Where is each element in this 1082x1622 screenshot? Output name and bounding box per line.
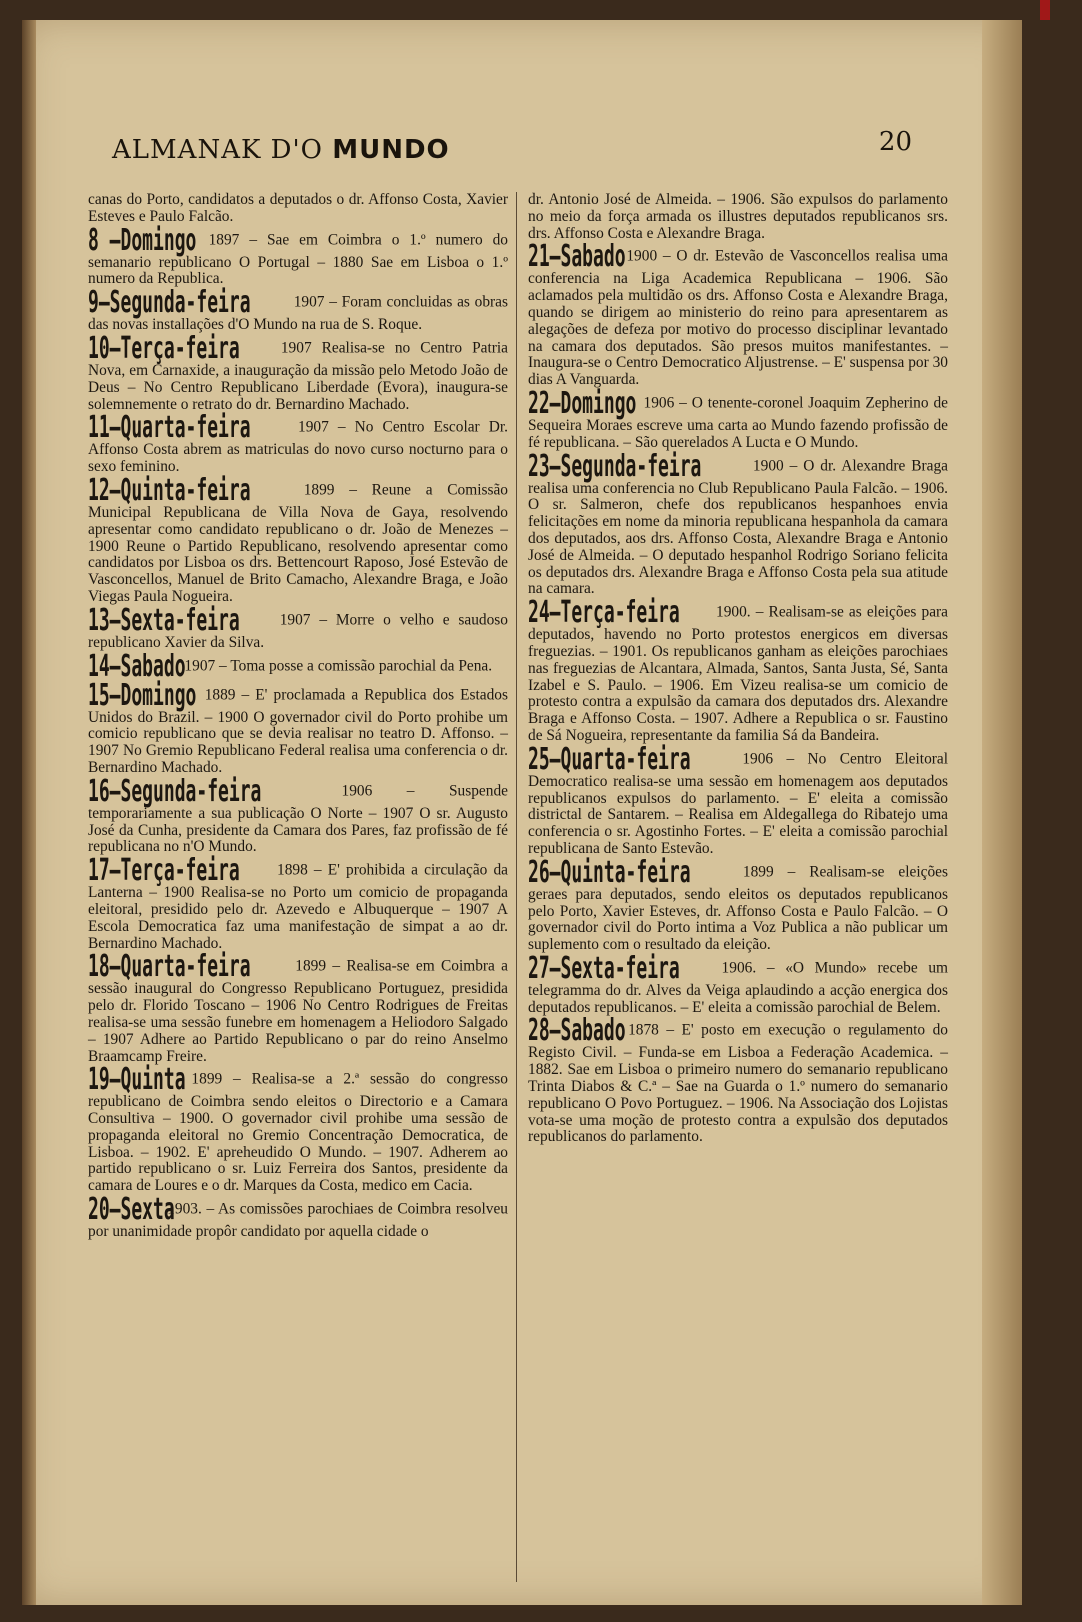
calendar-entry <box>88 648 508 684</box>
entry-text: 1906 – O tenente-coronel Joaquim Zepherino de Sequeira Moraes escreve uma carta ao Mundo fazendo profissão de fé republicana. – São querelados A Lucta e O Mundo. <box>528 394 948 451</box>
entry-text: 1899 – Realisa-se em Coimbra a sessão inaugural do Congresso Republicano Portuguez, presidida pelo dr. Florido Toscano – 1906 No Centro Rodrigues de Freitas realisa-se uma sessão funebre em homenagem a Heliodoro Salgado – 1907 Adhere ao Partido Republicano o par do reino Anselmo Braamcamp Freire. <box>88 957 508 1065</box>
calendar-entry <box>88 602 508 652</box>
book-spine <box>22 20 36 1605</box>
calendar-entry <box>528 448 948 599</box>
entry-day-heading: 13—Sexta-feira <box>88 602 240 638</box>
red-bookmark <box>1040 0 1050 20</box>
entry-day-heading: 27—Sexta-feira <box>528 950 680 986</box>
calendar-entry <box>88 192 508 226</box>
calendar-entry <box>88 1192 508 1241</box>
entry-text: 1907 – Toma posse a comissão parochial da Pena. <box>184 657 493 675</box>
entry-text: 1898 – E' prohibida a circulação da Lanterna – 1900 Realisa-se no Porto um comicio de propaganda eleitoral, presidido pelo dr. Azevedo e Albuquerque – 1907 A Escola Democratica faz uma manifestação de simpat a ao dr. Bernardino Machado. <box>88 861 508 952</box>
entry-text: 1897 – Sae em Coimbra o 1.º numero do semanario republicano O Portugal – 1880 Sae em Lisboa o 1.º numero da Republica. <box>88 231 508 288</box>
entry-text: 1899 – Reune a Comissão Municipal Republicana de Villa Nova de Gaya, resolvendo apresentar como candidato republicano o dr. João de Menezes – 1900 Reune o Partido Republicano, resolvendo apresentar como candidatos por Lisboa os drs. Bettencourt Raposo, José Estevão de Vasconcellos, Manuel de Brito Camacho, Alexandre Braga, e João Viegas Paula Nogueira. <box>88 481 508 605</box>
calendar-entry <box>88 330 508 413</box>
entry-text: 1907 – Morre o velho e saudoso republicano Xavier da Silva. <box>88 611 508 651</box>
calendar-entry <box>528 854 948 954</box>
calendar-entry <box>88 472 508 606</box>
entry-text: 1907 Realisa-se no Centro Patria Nova, em Carnaxide, a inauguração da missão pelo Metodo João de Deus – No Centro Republicano Liberdade (Evora), inaugura-se solemnemente o retrato do dr. Bernardino Machado. <box>88 339 508 413</box>
entry-day-heading: 10—Terça-feira <box>88 330 240 366</box>
entry-day-heading: 8 —Domingo <box>88 222 197 258</box>
entry-day-heading: 26—Quinta-feira <box>528 854 691 890</box>
entry-text: 1906. – «O Mundo» recebe um telegramma do dr. Alves da Veiga aplaudindo a acção energica dos deputados republicanos. – E' eleita a comissão parochial de Belem. <box>528 959 948 1016</box>
entry-day-heading: 23—Segunda-feira <box>528 448 702 484</box>
entry-day-heading: 18—Quarta-feira <box>88 949 251 985</box>
calendar-entry <box>528 741 948 858</box>
entry-day-heading: 28—Sabado <box>528 1013 626 1049</box>
entry-text: 1899 – Realisam-se eleições geraes para deputados, sendo eleitos os deputados republicanos pelo Porto, Xavier Esteves, dr. Affonso Costa e Paulo Falcão. – O governador civil do Porto intima a Voz Publica a não publicar um suplemento com o resultado da eleição. <box>528 863 948 954</box>
calendar-entry <box>88 285 508 334</box>
calendar-entry <box>88 410 508 476</box>
entry-text: dr. Antonio José de Almeida. – 1906. São expulsos do parlamento no meio da força armada os illustres deputados republicanos srs. drs. Affonso Costa e Alexandre Braga. <box>528 191 948 242</box>
entry-day-heading: 16—Segunda-feira <box>88 773 262 809</box>
entry-text: 1878 – E' posto em execução o regulamento do Registo Civil. – Funda-se em Lisboa a Federação Academica. – 1882. Sae em Lisboa o primeiro numero do semanario republicano Trinta Diabos & C.ª – Sae na Guarda o 1.º numero do semanario republicano O Povo Portuguez. – 1906. Na Associação dos Lojistas vota-se uma moção de protesto contra a expulsão dos deputados republicanos do parlamento. <box>528 1022 948 1146</box>
calendar-entry <box>528 1013 948 1146</box>
calendar-entry <box>88 949 508 1065</box>
calendar-entry <box>528 385 948 452</box>
calendar-entry <box>88 773 508 856</box>
entry-text: 1906 – Suspende temporariamente a sua publicação O Norte – 1907 O sr. Augusto José da Cunha, presidente da Camara dos Pares, faz profissão de fé republicana no n'O Mundo. <box>88 782 508 856</box>
entry-day-heading: 11—Quarta-feira <box>88 410 251 446</box>
entry-text: 1907 – No Centro Escolar Dr. Affonso Costa abrem as matriculas do novo curso nocturno para o sexo feminino. <box>88 418 508 476</box>
page-edge <box>982 20 1022 1605</box>
entry-day-heading: 15—Domingo <box>88 677 197 713</box>
column-divider <box>516 192 517 1582</box>
entry-text: 1903. – As comissões parochiaes de Coimbra resolveu por unanimidade propôr candidato por aquella cidade o <box>88 1200 508 1241</box>
calendar-entry <box>88 853 508 952</box>
entry-day-heading: 25—Quarta-feira <box>528 741 691 777</box>
entry-day-heading: 21—Sabado <box>528 239 626 275</box>
calendar-entry <box>88 1062 508 1195</box>
calendar-entry <box>88 677 508 777</box>
left-column <box>88 192 508 1242</box>
calendar-entry <box>528 595 948 745</box>
entry-day-heading: 14—Sabado <box>88 648 186 684</box>
calendar-entry <box>528 950 948 1017</box>
entry-day-heading: 24—Terça-feira <box>528 595 680 631</box>
entry-text: 1900 – O dr. Alexandre Braga realisa uma conferencia no Club Republicano Paula Falcão. – 1906. O sr. Salmeron, chefe dos republicanos hespanhoes envia felicitações em nome da minoria republicana hespanhola da camara dos deputados, aos drs. Affonso Costa, Alexandre Braga e Antonio José de Almeida. – O deputado hespanhol Rodrigo Soriano felicita os deputados drs. Alexandre Braga e Affonso Costa pela sua atitude na camara. <box>528 457 948 598</box>
entry-day-heading: 19—Quinta <box>88 1062 186 1098</box>
entry-text: 1899 – Realisa-se a 2.ª sessão do congresso republicano de Coimbra sendo eleitos o Directorio e a Camara Consultiva – 1900. O governador civil prohibe uma sessão de propaganda eleitoral no Gremio Concentração Democratica, de Lisboa. – 1902. E' apreheudido O Mundo. – 1907. Adherem ao partido republicano o sr. Luiz Ferreira dos Santos, presidente da camara de Loures e o dr. Marques da Costa, medico em Cacia. <box>88 1070 508 1195</box>
entry-day-heading: 9—Segunda-feira <box>88 285 251 321</box>
entry-text: 1907 – Foram concluidas as obras das novas installações d'O Mundo na rua de S. Roque. <box>88 293 508 334</box>
page-title: ALMANAK D'O MUNDO <box>112 135 450 165</box>
calendar-entry <box>88 222 508 289</box>
entry-day-heading: 12—Quinta-feira <box>88 472 251 508</box>
entry-day-heading: 20—Sexta <box>88 1192 175 1228</box>
entry-text: 1900 – O dr. Estevão de Vasconcellos realisa uma conferencia na Liga Academica Republicana – 1906. São aclamados pela multidão os drs. Affonso Costa e Alexandre Braga, quando se dirigem ao ministerio do reino para apresentarem as alegações de defeza por motivo do processo disciplinar levantado na camara dos deputados. São presos muitos manifestantes. – Inaugura-se o Centro Democratico Aljustrense. – E' suspensa por 30 dias A Vanguarda. <box>528 247 948 389</box>
calendar-entry <box>528 192 948 242</box>
calendar-entry <box>528 239 948 389</box>
right-column <box>528 192 948 1147</box>
entry-text: 1900. – Realisam-se as eleições para deputados, havendo no Porto protestos energicos em diversas freguezias. – 1901. Os republicanos ganham as eleições parochiaes nas freguezias de Alcantara, Almada, Santos, Santa Justa, Sé, Santa Izabel e S. Paulo. – 1906. Em Vizeu realisa-se um comicio de protesto contra a expulsão da camara dos deputados drs. Alexandre Braga e Affonso Costa. – 1907. Adhere a Republica o sr. Faustino de Sá Nogueira, representante da familia Sá da Bandeira. <box>528 603 948 744</box>
entry-text: 1906 – No Centro Eleitoral Democratico realisa-se uma sessão em homenagem aos deputados republicanos expulsos do parlamento. – E' eleita a comissão districtal de Santarem. – Realisa em Aldegallega do Ribatejo uma conferencia o sr. Agostinho Fortes. – E' eleita a comissão parochial republicana de Santo Estevão. <box>528 750 948 857</box>
entry-day-heading: 17—Terça-feira <box>88 853 240 889</box>
entry-text: 1889 – E' proclamada a Republica dos Estados Unidos do Brazil. – 1900 O governador civil do Porto prohibe um comicio republicano que se devia realisar no teatro D. Affonso. – 1907 No Gremio Republicano Federal realisa uma conferencia o dr. Bernardino Machado. <box>88 686 508 776</box>
page-number: 20 <box>878 127 912 157</box>
running-header <box>112 127 912 175</box>
entry-text: canas do Porto, candidatos a deputados o dr. Affonso Costa, Xavier Esteves e Paulo Falcão. <box>88 191 508 225</box>
entry-day-heading: 22—Domingo <box>528 385 637 421</box>
